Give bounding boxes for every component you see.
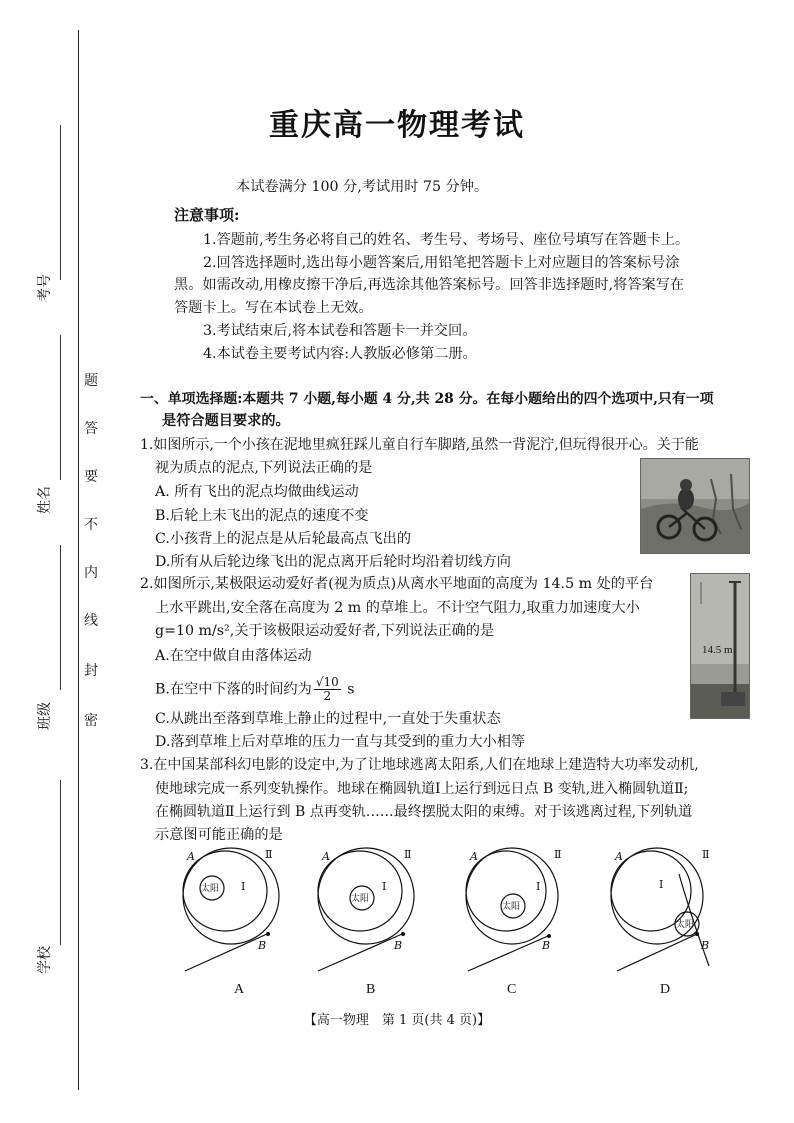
q3-stem: 3.在中国某部科幻电影的设定中,为了让地球逃离太阳系,人们在地球上建造特大功率发动机, <box>140 757 699 773</box>
q2-fraction <box>314 676 341 703</box>
xuexiao-label: 学校 <box>37 946 53 974</box>
q2-fraction-denominator: 2 <box>323 689 332 703</box>
q3-diagram-a-orbit-1: Ⅰ <box>241 880 246 893</box>
q3-diagram-a-sun: 太阳 <box>201 884 220 894</box>
seal-char: 题 <box>84 373 98 389</box>
q3-diagram-a-point-b: B <box>258 939 267 952</box>
seal-char: 内 <box>84 565 98 581</box>
notice-item: 2.回答选择题时,选出每小题答案后,用铅笔把答题卡上对应题目的答案标号涂 <box>203 255 680 271</box>
q3-stem: 示意图可能正确的是 <box>155 827 283 843</box>
q3-option-c: C <box>507 982 517 997</box>
banji-blank[interactable] <box>60 545 61 690</box>
notice-item: 黑。如需改动,用橡皮擦干净后,再选涂其他答案标号。回答非选择题时,将答案写在 <box>174 277 685 293</box>
q3-option-a: A <box>234 982 245 997</box>
kaohao-blank[interactable] <box>60 125 61 280</box>
seal-char: 不 <box>84 517 98 533</box>
q3-diagram-b-sun: 太阳 <box>351 894 370 904</box>
q2-option-b-unit: s <box>347 681 355 698</box>
q3-diagram-c-point-b: B <box>542 939 551 952</box>
page-title: 重庆高一物理考试 <box>269 108 525 143</box>
q2-option-c: C.从跳出至落到草堆上静止的过程中,一直处于失重状态 <box>155 711 501 727</box>
q3-diagram-d <box>605 846 717 976</box>
q1-photo <box>640 458 750 554</box>
q3-diagram-b-point-b: B <box>394 939 403 952</box>
q1-option-b: B.后轮上未飞出的泥点的速度不变 <box>155 508 369 524</box>
q2-option-b <box>155 676 355 703</box>
q2-option-b-text: B.在空中下落的时间约为 <box>155 681 312 698</box>
q3-diagram-b-svg <box>312 846 422 976</box>
q3-diagram-d-point-b: B <box>701 939 710 952</box>
q3-option-b: B <box>366 982 376 997</box>
q3-diagram-d-orbit-2: Ⅱ <box>702 848 710 861</box>
q3-diagram-d-orbit-1: Ⅰ <box>659 878 664 891</box>
q1-option-d: D.所有从后轮边缘飞出的泥点离开后轮时均沿着切线方向 <box>155 554 511 570</box>
xingming-label: 姓名 <box>37 486 53 514</box>
q2-stem: 2.如图所示,某极限运动爱好者(视为质点)从离水平地面的高度为 14.5 m 处的平台 <box>140 576 654 592</box>
q3-diagram-d-point-a: A <box>615 850 623 863</box>
q3-diagram-d-sun: 太阳 <box>676 920 695 930</box>
q3-diagram-a-point-a: A <box>187 850 195 863</box>
q3-diagram-c-orbit-1: Ⅰ <box>536 880 541 893</box>
notice-item: 4.本试卷主要考试内容:人教版必修第二册。 <box>203 346 477 362</box>
seal-char: 密 <box>84 713 98 729</box>
q2-fraction-numerator: √10 <box>315 675 339 689</box>
q3-diagram-b-orbit-1: Ⅰ <box>382 880 387 893</box>
q1-option-c: C.小孩背上的泥点是从后轮最高点飞出的 <box>155 531 412 547</box>
q1-option-a: A. 所有飞出的泥点均做曲线运动 <box>155 484 359 500</box>
q3-diagram-a <box>175 846 285 976</box>
seal-char: 线 <box>84 613 98 629</box>
banji-label: 班级 <box>37 702 53 730</box>
q3-diagram-b-orbit-2: Ⅱ <box>404 848 412 861</box>
kaohao-label: 考号 <box>37 274 53 302</box>
q3-stem: 使地球完成一系列变轨操作。地球在椭圆轨道Ⅰ上运行到远日点 B 变轨,进入椭圆轨道Ⅱ; <box>155 781 689 797</box>
notice-heading: 注意事项: <box>174 206 240 224</box>
q3-diagram-b-point-a: A <box>322 850 330 863</box>
q2-height-label: 14.5 m <box>702 644 733 656</box>
q3-diagram-c-sun: 太阳 <box>502 902 521 912</box>
q3-diagram-a-orbit-2: Ⅱ <box>265 848 273 861</box>
q2-option-a: A.在空中做自由落体运动 <box>155 648 312 664</box>
notice-item: 1.答题前,考生务必将自己的姓名、考生号、考场号、座位号填写在答题卡上。 <box>203 232 690 248</box>
binding-line <box>78 30 79 1090</box>
page-footer: 【高一物理 第 1 页(共 4 页)】 <box>303 1013 491 1028</box>
q3-diagram-a-svg <box>175 846 285 976</box>
seal-char: 要 <box>84 469 98 485</box>
notice-item: 答题卡上。写在本试卷上无效。 <box>174 300 373 316</box>
q1-stem: 1.如图所示,一个小孩在泥地里疯狂踩儿童自行车脚踏,虽然一背泥泞,但玩得很开心。关于能 <box>140 437 699 453</box>
q3-diagram-b <box>312 846 422 976</box>
q2-stem: 上水平跳出,安全落在高度为 2 m 的草堆上。不计空气阻力,取重力加速度大小 <box>155 600 640 616</box>
xuexiao-blank[interactable] <box>60 780 61 945</box>
q2-option-d: D.落到草堆上后对草堆的压力一直与其受到的重力大小相等 <box>155 734 526 750</box>
q3-stem: 在椭圆轨道Ⅱ上运行到 B 点再变轨……最终摆脱太阳的束缚。对于该逃离过程,下列轨道 <box>155 804 693 820</box>
q2-stem: g=10 m/s²,关于该极限运动爱好者,下列说法正确的是 <box>155 623 495 639</box>
q3-diagram-d-svg <box>605 846 717 976</box>
exam-intro: 本试卷满分 100 分,考试用时 75 分钟。 <box>236 179 489 195</box>
q1-stem: 视为质点的泥点,下列说法正确的是 <box>155 460 373 476</box>
xingming-blank[interactable] <box>60 335 61 480</box>
notice-item: 3.考试结束后,将本试卷和答题卡一并交回。 <box>203 323 477 339</box>
section-heading: 一、单项选择题:本题共 7 小题,每小题 4 分,共 28 分。在每小题给出的四个选项中,只有一项 <box>140 391 714 407</box>
q3-diagram-c-point-a: A <box>470 850 478 863</box>
q3-diagram-c <box>460 846 570 976</box>
q3-diagram-c-orbit-2: Ⅱ <box>554 848 562 861</box>
q3-option-d: D <box>660 982 671 997</box>
section-heading-cont: 是符合题目要求的。 <box>162 413 290 429</box>
seal-char: 答 <box>84 421 98 437</box>
seal-char: 封 <box>84 663 98 679</box>
